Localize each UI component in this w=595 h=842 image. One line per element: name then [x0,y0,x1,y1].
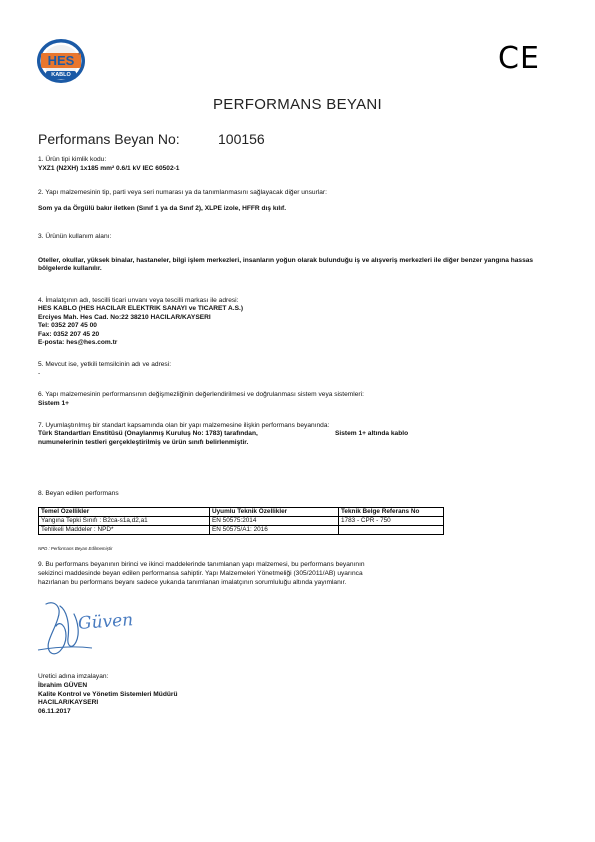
table-cell: 1783 - CPR - 750 [339,517,444,526]
performance-table [38,507,444,535]
manufacturer-fax: Fax: 0352 207 45 20 [38,330,100,338]
section-3-heading: 3. Ürünün kullanım alanı: [38,233,112,240]
manufacturer-email: E-posta: hes@hes.com.tr [38,339,118,346]
table-cell: Yangına Tepki Sınıfı : B2ca-s1a,d2,a1 [39,517,210,526]
signatory-name: İbrahim GÜVEN [38,682,88,689]
section-7-heading: 7. Uyumlaştırılmış bir standart kapsamında olan bir yapı malzemesine ilişkin performans beyanında: [38,422,330,429]
section-1-heading: 1. Ürün tipi kimlik kodu: [38,156,107,163]
section-5-heading: 5. Mevcut ise, yetkili temsilcinin adı ve adresi: [38,361,172,368]
section-6-heading: 6. Yapı malzemesinin performansının değişmezliğinin değerlendirilmesi ve doğrulanması sistem veya sistemleri: [38,391,364,398]
logo-registered-mark: ® [78,51,81,56]
table-cell: EN 50575:2014 [210,517,339,526]
table-cell: EN 50575/A1: 2016 [210,526,339,535]
table-header-row [39,508,444,517]
table-footnote: NPD : Performans Beyan Edilmemiştir [38,546,113,551]
page-title: PERFORMANS BEYANI [212,96,383,113]
table-header-cell: Temel Özellikler [39,508,210,517]
signature-handwriting-text: Güven [77,610,134,634]
table-row [39,526,444,535]
section-3-value: Oteller, okullar, yüksek binalar, hastaneler, bilgi işlem merkezleri, insanların yoğun olarak bulunduğu iş ve alışveriş merkezleri ile diğer benzer yangına hassas bölgelerde kullanılır. [38,257,534,273]
section-7-line-2: numunelerinin testleri gerçekleştirilmiş ve ürün sınıfı belirlenmiştir. [38,438,249,446]
manufacturer-tel: Tel: 0352 207 45 00 [38,322,97,329]
table-header-cell: Teknik Belge Referans No [339,508,444,517]
section-9-line-2: sekizinci maddesinde beyan edilen performansa sahiptir. Yapı Malzemeleri Yönetmeliği (305/2011/AB) uyarınca [38,570,363,577]
table-cell: Tehlikeli Maddeler : NPD* [39,526,210,535]
section-2-value: Som ya da Örgülü bakır iletken (Sınıf 1 ya da Sınıf 2), XLPE izole, HFFR dış kılıf. [38,205,287,212]
ce-mark: CE [498,41,540,76]
logo-text: HES [47,53,75,68]
section-8-heading: 8. Beyan edilen performans [38,490,119,497]
logo-subtext: KABLO [51,71,71,78]
manufacturer-address: Erciyes Mah. Hes Cad. No:22 38210 HACILAR/KAYSERI [38,313,211,321]
declaration-number: 100156 [218,131,265,147]
section-2-heading: 2. Yapı malzemesinin tip, parti veya seri numarası ya da tanımlanmasını sağlayacak diğer unsurlar: [38,189,327,196]
section-9-line-3: hazırlanan bu performans beyanı sadece yukarıda tanımlanan imalatçının sorumluluğu altında yayımlanır. [38,579,347,586]
section-4-heading: 4. İmalatçının adı, tescilli ticari unvanı veya tescilli markası ile adresi: [38,297,239,304]
section-7-line-1: Türk Standartları Enstitüsü (Onaylanmış Kuruluş No: 1783) tarafından, [38,430,258,437]
signatory-role: Kalite Kontrol ve Yönetim Sistemleri Müdürü [38,690,178,698]
section-9-line-1: 9. Bu performans beyanının birinci ve ikinci maddelerinde tanımlanan yapı malzemesi, bu performans beyanının [38,561,365,568]
section-7-line-1-system: Sistem 1+ altında kablo [335,430,409,437]
signatory-place: HACILAR/KAYSERI [38,699,99,706]
signature-caption: Uretici adına imzalayan: [38,673,109,680]
section-6-value: Sistem 1+ [38,400,69,407]
declaration-label: Performans Beyan No: [38,131,180,147]
section-5-value: - [38,370,41,377]
section-1-value: YXZ1 (N2XH) 1x185 mm² 0.6/1 kV IEC 60502-1 [38,165,180,172]
hes-kablo-logo [36,38,86,84]
table-header-cell: Uyumlu Teknik Özellikler [210,508,339,517]
table-row [39,517,444,526]
manufacturer-name: HES KABLO (HES HACILAR ELEKTRIK SANAYI ve TICARET A.S.) [38,305,244,312]
table-cell [339,526,444,535]
signature-date: 06.11.2017 [38,707,71,715]
